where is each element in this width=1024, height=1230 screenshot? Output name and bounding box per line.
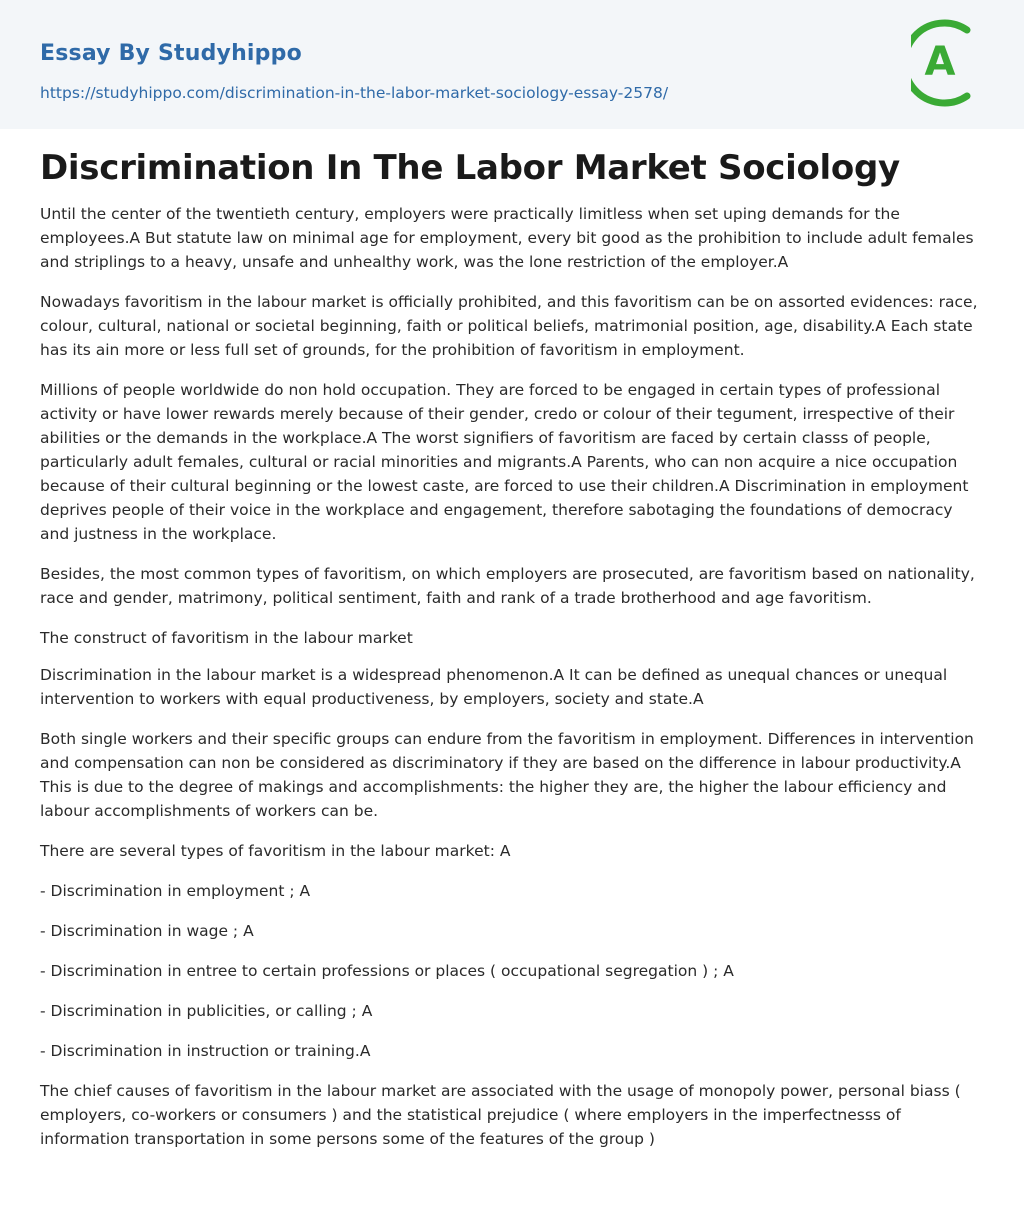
paragraph-intro: Until the center of the twentieth century, employers were practically limitless when set uping demands for the employees.A But statute law on minimal age for employment, every bit good as the prohibition to include adult females and striplings to a heavy, unsafe and unhealthy work, was the lone restriction of the employer.A: [40, 205, 974, 271]
paragraph-definition: Discrimination in the labour market is a widespread phenomenon.A It can be defined as unequal chances or unequal intervention to workers with equal productiveness, by employers, society and state.A: [40, 666, 948, 708]
list-item-segregation: - Discrimination in entree to certain professions or places ( occupational segregation ) ; A: [40, 962, 734, 980]
section-heading-construct: The construct of favoritism in the labour market: [40, 629, 413, 647]
page-header: [0, 0, 1024, 129]
source-url-link[interactable]: https://studyhippo.com/discrimination-in-the-labor-market-sociology-essay-2578/: [40, 84, 669, 102]
article-title: Discrimination In The Labor Market Sociology: [40, 148, 900, 188]
studyhippo-logo-icon[interactable]: [911, 17, 989, 109]
paragraph-prohibition: Nowadays favoritism in the labour market is officially prohibited, and this favoritism can be on assorted evidences: race, colour, cultural, national or societal beginning, faith or political beliefs, matrimonial position, age, disability.A Each state has its ain more or less full set of grounds, for the prohibition of favoritism in employment.: [40, 293, 978, 359]
article-content: [40, 146, 986, 1167]
list-item-wage: - Discrimination in wage ; A: [40, 922, 254, 940]
paragraph-millions: Millions of people worldwide do non hold occupation. They are forced to be engaged in certain types of professional activity or have lower rewards merely because of their gender, credo or colour of their tegument, irrespective of their abilities or the demands in the workplace.A The worst signifiers of favoritism are faced by certain classs of people, particularly adult females, cultural or racial minorities and migrants.A Parents, who can non acquire a nice occupation because of their cultural beginning or the lowest caste, are forced to use their children.A Discrimination in employment deprives people of their voice in the workplace and engagement, therefore sabotaging the foundations of democracy and justness in the workplace.: [40, 381, 969, 543]
list-item-training: - Discrimination in instruction or training.A: [40, 1042, 371, 1060]
list-item-employment: - Discrimination in employment ; A: [40, 882, 311, 900]
list-item-publicities: - Discrimination in publicities, or calling ; A: [40, 1002, 373, 1020]
paragraph-groups: Both single workers and their specific groups can endure from the favoritism in employment. Differences in intervention and compensation can non be considered as discriminatory if they are based on the difference in labour productivity.A This is due to the degree of makings and accomplishments: the higher they are, the higher the labour efficiency and labour accomplishments of workers can be.: [40, 730, 974, 820]
brand-title[interactable]: Essay By Studyhippo: [40, 41, 302, 66]
paragraph-common-types: Besides, the most common types of favoritism, on which employers are prosecuted, are favoritism based on nationality, race and gender, matrimony, political sentiment, faith and rank of a trade brotherhood and age favoritism.: [40, 565, 975, 607]
paragraph-causes: The chief causes of favoritism in the labour market are associated with the usage of monopoly power, personal biass ( employers, co-workers or consumers ) and the statistical prejudice ( where employers in the imperfectnesss of information transportation in some persons some of the features of the group ): [40, 1082, 961, 1148]
logo-letter: A: [924, 39, 956, 85]
paragraph-types-intro: There are several types of favoritism in the labour market: A: [40, 842, 511, 860]
